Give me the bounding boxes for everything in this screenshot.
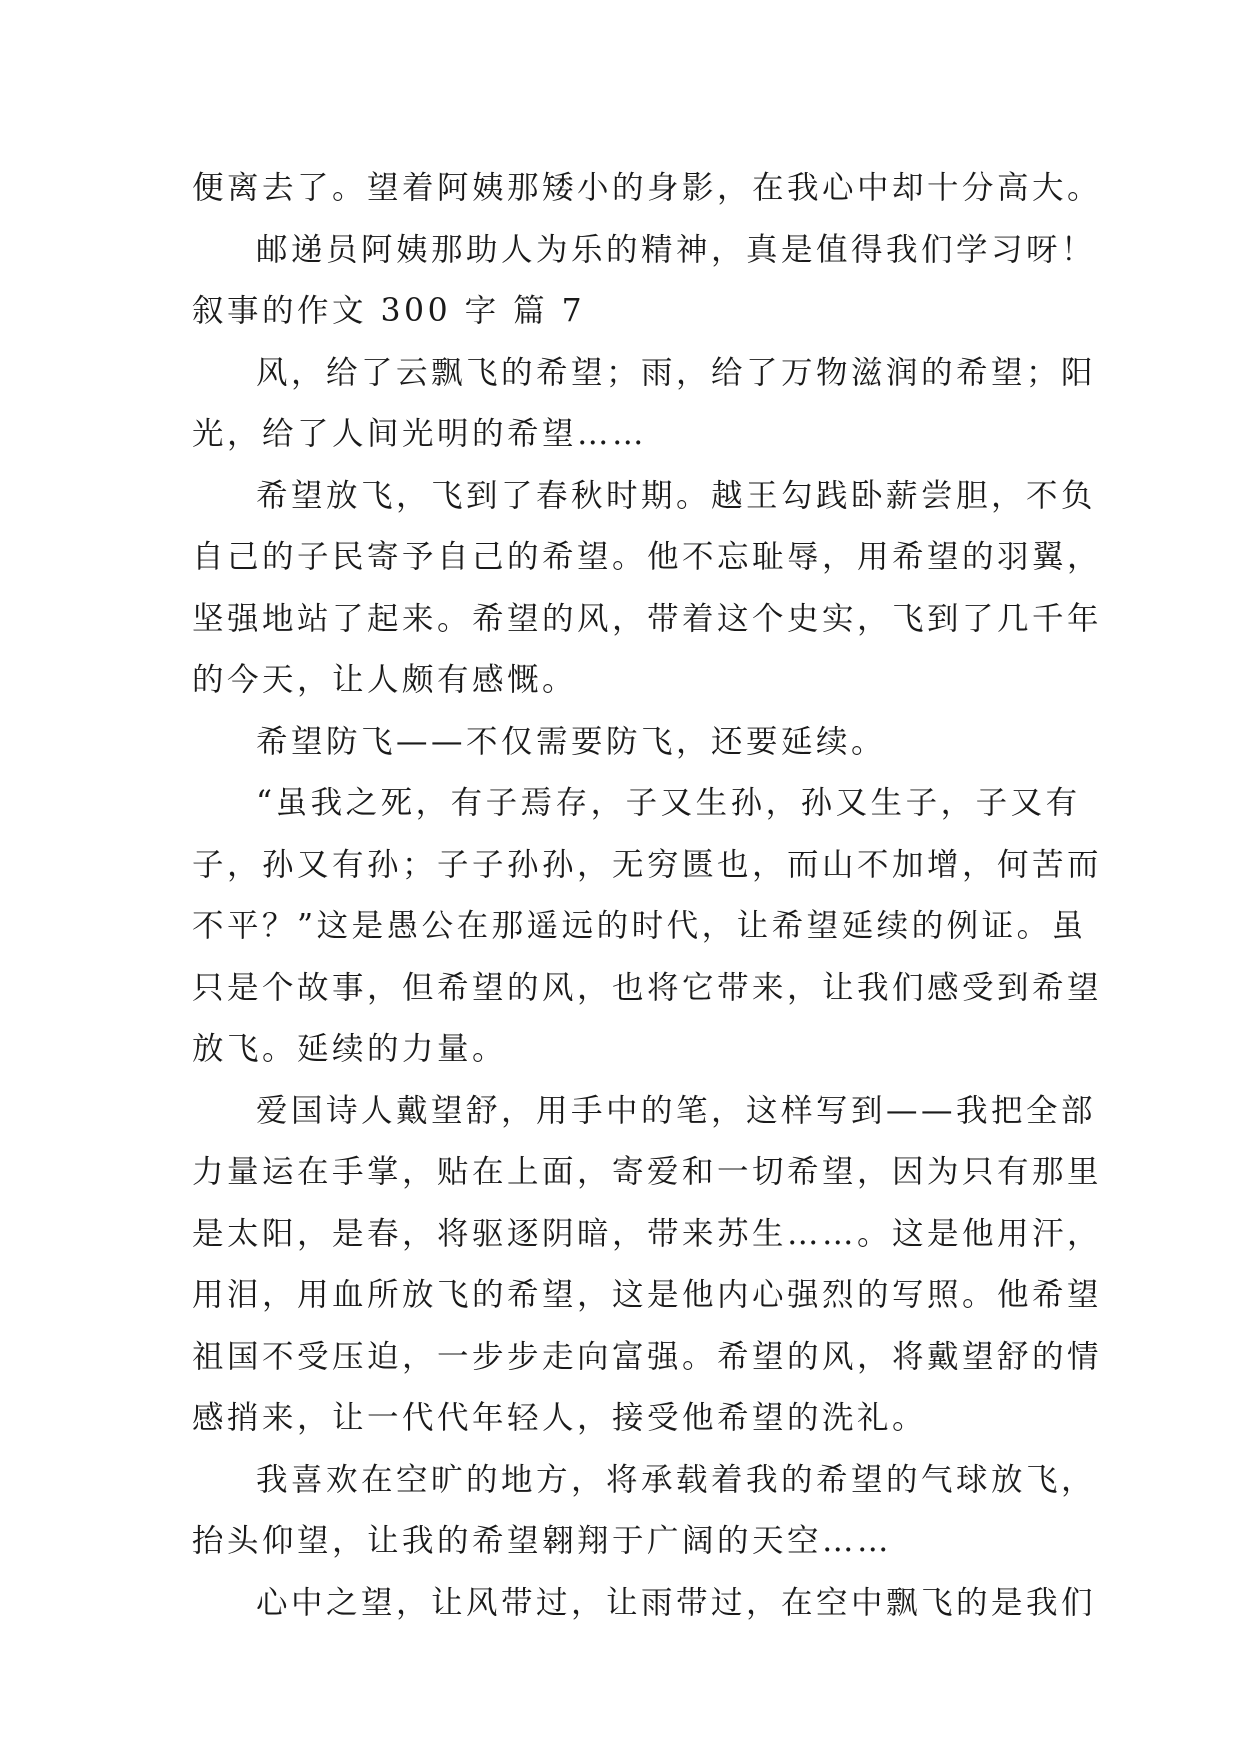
text-line: 希望放飞，飞到了春秋时期。越王勾践卧薪尝胆，不负 — [256, 477, 1097, 514]
text-line: 心中之望，让风带过，让雨带过，在空中飘飞的是我们 — [256, 1584, 1097, 1621]
text-line: 希望防飞——不仅需要防飞，还要延续。 — [256, 723, 887, 760]
text-line: 祖国不受压迫，一步步走向富强。希望的风，将戴望舒的情 — [192, 1338, 1103, 1375]
text-line: 便离去了。望着阿姨那矮小的身影，在我心中却十分高大。 — [192, 170, 1103, 206]
text-line: 用泪，用血所放飞的希望，这是他内心强烈的写照。他希望 — [192, 1277, 1103, 1313]
text-line: 坚强地站了起来。希望的风，带着这个史实，飞到了几千年 — [192, 600, 1103, 637]
text-line: 子，孙又有孙；子子孙孙，无穷匮也，而山不加增，何苦而 — [192, 846, 1103, 883]
text-line: 不平？”这是愚公在那遥远的时代，让希望延续的例证。虽 — [192, 908, 1087, 944]
text-line: 的今天，让人颇有感慨。 — [192, 662, 578, 698]
section-heading: 叙事的作文 300 字 篇 7 — [192, 293, 586, 329]
text-line: “虽我之死，有子焉存，子又生孙，孙又生子，子又有 — [256, 785, 1081, 821]
text-line: 自己的子民寄予自己的希望。他不忘耻辱，用希望的羽翼， — [192, 539, 1103, 575]
text-line: 光，给了人间光明的希望…… — [192, 416, 648, 452]
text-line: 只是个故事，但希望的风，也将它带来，让我们感受到希望 — [192, 969, 1103, 1006]
text-line: 放飞。延续的力量。 — [192, 1031, 508, 1067]
text-line: 是太阳，是春，将驱逐阴暗，带来苏生……。这是他用汗， — [192, 1215, 1103, 1252]
text-line: 风，给了云飘飞的希望；雨，给了万物滋润的希望；阳 — [256, 354, 1097, 391]
text-line: 爱国诗人戴望舒，用手中的笔，这样写到——我把全部 — [256, 1092, 1097, 1129]
text-line: 邮递员阿姨那助人为乐的精神，真是值得我们学习呀！ — [256, 231, 1097, 268]
text-line: 我喜欢在空旷的地方，将承载着我的希望的气球放飞， — [256, 1461, 1097, 1498]
document-body — [192, 158, 1103, 1634]
text-line: 力量运在手掌，贴在上面，寄爱和一切希望，因为只有那里 — [192, 1154, 1103, 1190]
text-line: 感捎来，让一代代年轻人，接受他希望的洗礼。 — [192, 1400, 928, 1436]
text-line: 抬头仰望，让我的希望翱翔于广阔的天空…… — [192, 1523, 893, 1559]
